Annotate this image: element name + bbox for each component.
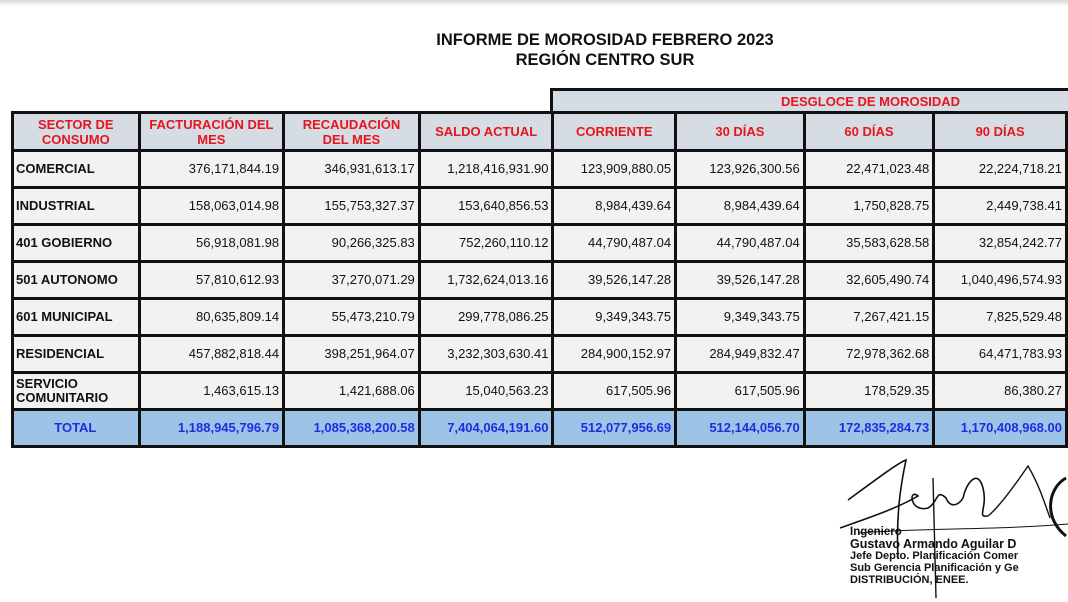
cell-60-dias: 7,267,421.15 bbox=[804, 299, 934, 336]
signer-organization: DISTRIBUCIÓN, ENEE. bbox=[850, 574, 969, 586]
header-sector: SECTOR DE CONSUMO bbox=[13, 113, 140, 151]
cell-corriente: 39,526,147.28 bbox=[553, 262, 676, 299]
table-row bbox=[13, 299, 1067, 336]
cell-30-dias: 617,505.96 bbox=[676, 373, 805, 410]
table-row bbox=[13, 188, 1067, 225]
cell-90-dias: 22,224,718.21 bbox=[934, 151, 1067, 188]
total-row bbox=[13, 410, 1067, 447]
cell-corriente: 9,349,343.75 bbox=[553, 299, 676, 336]
header-facturacion: FACTURACIÓN DEL MES bbox=[139, 113, 284, 151]
cell-recaudacion: 55,473,210.79 bbox=[284, 299, 420, 336]
cell-saldo: 7,404,064,191.60 bbox=[419, 410, 553, 447]
cell-saldo: 752,260,110.12 bbox=[419, 225, 553, 262]
header-90-dias: 90 DÍAS bbox=[934, 113, 1067, 151]
cell-30-dias: 8,984,439.64 bbox=[676, 188, 805, 225]
cell-facturacion: 457,882,818.44 bbox=[139, 336, 284, 373]
cell-corriente: 617,505.96 bbox=[553, 373, 676, 410]
cell-recaudacion: 37,270,071.29 bbox=[284, 262, 420, 299]
table-row bbox=[13, 225, 1067, 262]
cell-30-dias: 9,349,343.75 bbox=[676, 299, 805, 336]
cell-sector: INDUSTRIAL bbox=[13, 188, 140, 225]
cell-90-dias: 1,170,408,968.00 bbox=[934, 410, 1067, 447]
cell-sector: SERVICIO COMUNITARIO bbox=[13, 373, 140, 410]
cell-sector: 401 GOBIERNO bbox=[13, 225, 140, 262]
cell-30-dias: 44,790,487.04 bbox=[676, 225, 805, 262]
signer-position: Jefe Depto. Planificación Comer bbox=[850, 550, 1019, 562]
signature-block bbox=[838, 458, 1068, 602]
cell-sector: RESIDENCIAL bbox=[13, 336, 140, 373]
signer-department: Sub Gerencia Planificación y Ge bbox=[850, 562, 1019, 574]
cell-90-dias: 2,449,738.41 bbox=[934, 188, 1067, 225]
cell-60-dias: 172,835,284.73 bbox=[804, 410, 934, 447]
signer-name: Gustavo Armando Aguilar D bbox=[850, 537, 1017, 551]
cell-recaudacion: 346,931,613.17 bbox=[284, 151, 420, 188]
header-30-dias: 30 DÍAS bbox=[676, 113, 805, 151]
cell-corriente: 512,077,956.69 bbox=[553, 410, 676, 447]
table-row bbox=[13, 262, 1067, 299]
header-corriente: CORRIENTE bbox=[553, 113, 676, 151]
cell-recaudacion: 1,421,688.06 bbox=[284, 373, 420, 410]
cell-facturacion: 1,463,615.13 bbox=[139, 373, 284, 410]
header-recaudacion: RECAUDACIÓN DEL MES bbox=[284, 113, 420, 151]
cell-saldo: 1,732,624,013.16 bbox=[419, 262, 553, 299]
cell-facturacion: 80,635,809.14 bbox=[139, 299, 284, 336]
cell-90-dias: 7,825,529.48 bbox=[934, 299, 1067, 336]
cell-sector: TOTAL bbox=[13, 410, 140, 447]
cell-facturacion: 57,810,612.93 bbox=[139, 262, 284, 299]
header-60-dias: 60 DÍAS bbox=[804, 113, 934, 151]
cell-corriente: 44,790,487.04 bbox=[553, 225, 676, 262]
desgloce-group-header: DESGLOCE DE MOROSIDAD bbox=[550, 88, 1068, 111]
title-line-1: INFORME DE MOROSIDAD FEBRERO 2023 bbox=[436, 31, 774, 49]
cell-30-dias: 123,926,300.56 bbox=[676, 151, 805, 188]
signer-role: Ingeniero bbox=[850, 526, 902, 538]
cell-saldo: 1,218,416,931.90 bbox=[419, 151, 553, 188]
cell-90-dias: 1,040,496,574.93 bbox=[934, 262, 1067, 299]
header-row bbox=[13, 113, 1067, 151]
cell-recaudacion: 155,753,327.37 bbox=[284, 188, 420, 225]
cell-facturacion: 376,171,844.19 bbox=[139, 151, 284, 188]
cell-sector: 601 MUNICIPAL bbox=[13, 299, 140, 336]
cell-facturacion: 158,063,014.98 bbox=[139, 188, 284, 225]
cell-corriente: 123,909,880.05 bbox=[553, 151, 676, 188]
title-line-2: REGIÓN CENTRO SUR bbox=[515, 51, 695, 69]
cell-60-dias: 72,978,362.68 bbox=[804, 336, 934, 373]
cell-saldo: 15,040,563.23 bbox=[419, 373, 553, 410]
report-title bbox=[0, 30, 1068, 70]
cell-facturacion: 56,918,081.98 bbox=[139, 225, 284, 262]
morosidad-table bbox=[11, 111, 1068, 448]
top-shadow bbox=[0, 0, 1068, 6]
cell-sector: 501 AUTONOMO bbox=[13, 262, 140, 299]
cell-recaudacion: 90,266,325.83 bbox=[284, 225, 420, 262]
cell-30-dias: 39,526,147.28 bbox=[676, 262, 805, 299]
cell-sector: COMERCIAL bbox=[13, 151, 140, 188]
cell-recaudacion: 398,251,964.07 bbox=[284, 336, 420, 373]
cell-90-dias: 86,380.27 bbox=[934, 373, 1067, 410]
cell-60-dias: 32,605,490.74 bbox=[804, 262, 934, 299]
cell-saldo: 3,232,303,630.41 bbox=[419, 336, 553, 373]
table-row bbox=[13, 151, 1067, 188]
cell-30-dias: 284,949,832.47 bbox=[676, 336, 805, 373]
cell-90-dias: 32,854,242.77 bbox=[934, 225, 1067, 262]
header-saldo: SALDO ACTUAL bbox=[419, 113, 553, 151]
cell-30-dias: 512,144,056.70 bbox=[676, 410, 805, 447]
cell-recaudacion: 1,085,368,200.58 bbox=[284, 410, 420, 447]
table-row bbox=[13, 336, 1067, 373]
cell-60-dias: 35,583,628.58 bbox=[804, 225, 934, 262]
cell-90-dias: 64,471,783.93 bbox=[934, 336, 1067, 373]
cell-saldo: 299,778,086.25 bbox=[419, 299, 553, 336]
table-row bbox=[13, 373, 1067, 410]
cell-corriente: 284,900,152.97 bbox=[553, 336, 676, 373]
cell-60-dias: 178,529.35 bbox=[804, 373, 934, 410]
cell-saldo: 153,640,856.53 bbox=[419, 188, 553, 225]
cell-60-dias: 1,750,828.75 bbox=[804, 188, 934, 225]
cell-facturacion: 1,188,945,796.79 bbox=[139, 410, 284, 447]
cell-corriente: 8,984,439.64 bbox=[553, 188, 676, 225]
cell-60-dias: 22,471,023.48 bbox=[804, 151, 934, 188]
